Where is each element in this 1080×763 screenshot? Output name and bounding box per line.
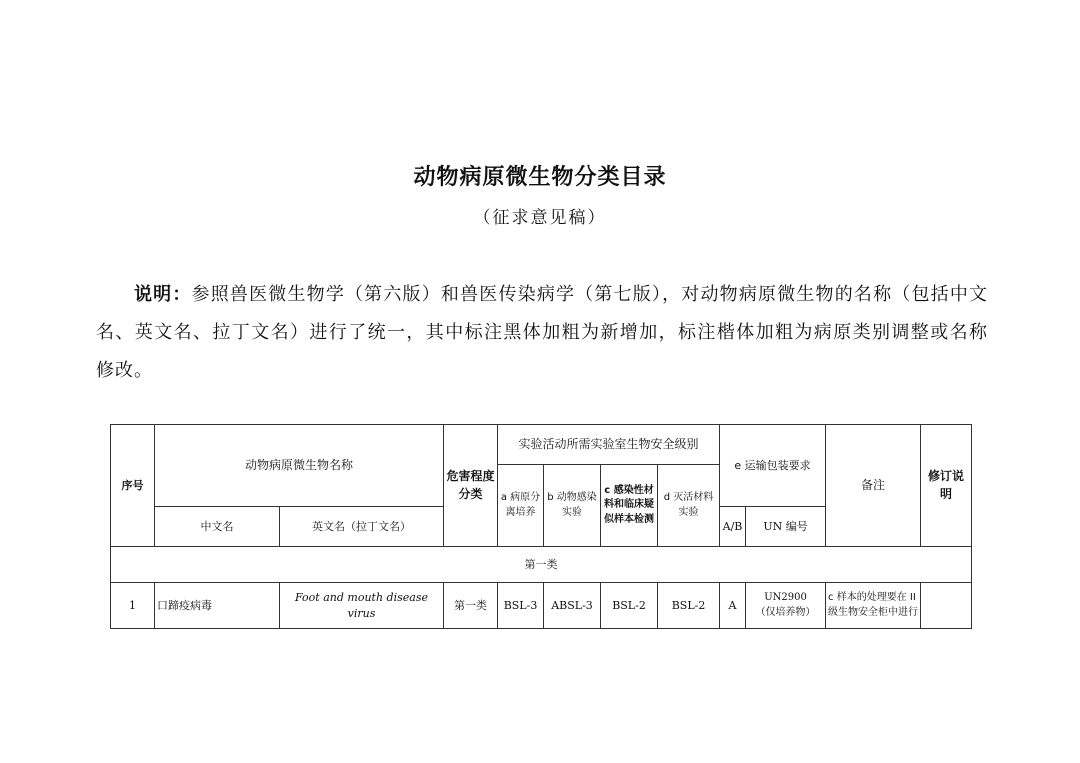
header-name-group: 动物病原微生物名称: [155, 425, 444, 507]
row-un-number: UN2900: [764, 592, 807, 603]
header-lab-c: c 感染性材料和临床疑似样本检测: [601, 465, 658, 547]
header-hazard: 危害程度分类: [444, 425, 498, 547]
row-transport-ab: A: [720, 583, 746, 629]
document-subtitle: （征求意见稿）: [473, 208, 607, 228]
row-hazard: 第一类: [444, 583, 498, 629]
header-transport-un: UN 编号: [746, 507, 826, 547]
row-chinese-name: 口蹄疫病毒: [155, 583, 280, 629]
header-transport-group: e 运输包装要求: [720, 425, 826, 507]
header-english-name: 英文名（拉丁文名）: [280, 507, 444, 547]
header-chinese-name: 中文名: [155, 507, 280, 547]
description-label: 说明：: [134, 284, 192, 305]
header-row-1: [111, 425, 972, 465]
row-remark: c 样本的处理要在 II 级生物安全柜中进行: [826, 583, 921, 629]
header-lab-d: d 灭活材料实验: [658, 465, 720, 547]
header-seq: 序号: [111, 425, 155, 547]
header-lab-group: 实验活动所需实验室生物安全级别: [498, 425, 720, 465]
header-lab-b: b 动物感染实验: [544, 465, 601, 547]
section-row: [111, 547, 972, 583]
header-revision: 修订说明: [921, 425, 972, 547]
table-row: [111, 583, 972, 629]
description-text: 参照兽医微生物学（第六版）和兽医传染病学（第七版），对动物病原微生物的名称（包括中文名、英文名、拉丁文名）进行了统一，其中标注黑体加粗为新增加，标注楷体加粗为病原类别调整或名称修改。: [96, 284, 988, 381]
row-lab-b: ABSL-3: [544, 583, 601, 629]
row-lab-c: BSL-2: [601, 583, 658, 629]
document-title: 动物病原微生物分类目录: [413, 165, 667, 190]
header-transport-ab: A/B: [720, 507, 746, 547]
description-paragraph: [96, 276, 988, 390]
row-revision: [921, 583, 972, 629]
row-un-note: （仅培养物）: [755, 606, 816, 618]
pathogen-catalog-table: [110, 424, 972, 629]
row-lab-d: BSL-2: [658, 583, 720, 629]
row-lab-a: BSL-3: [498, 583, 544, 629]
header-lab-a: a 病原分离培养: [498, 465, 544, 547]
row-un-cell: [746, 583, 826, 629]
row-seq: 1: [111, 583, 155, 629]
section-label: 第一类: [111, 547, 972, 583]
row-english-name: Foot and mouth disease virus: [280, 583, 444, 629]
header-remark: 备注: [826, 425, 921, 547]
